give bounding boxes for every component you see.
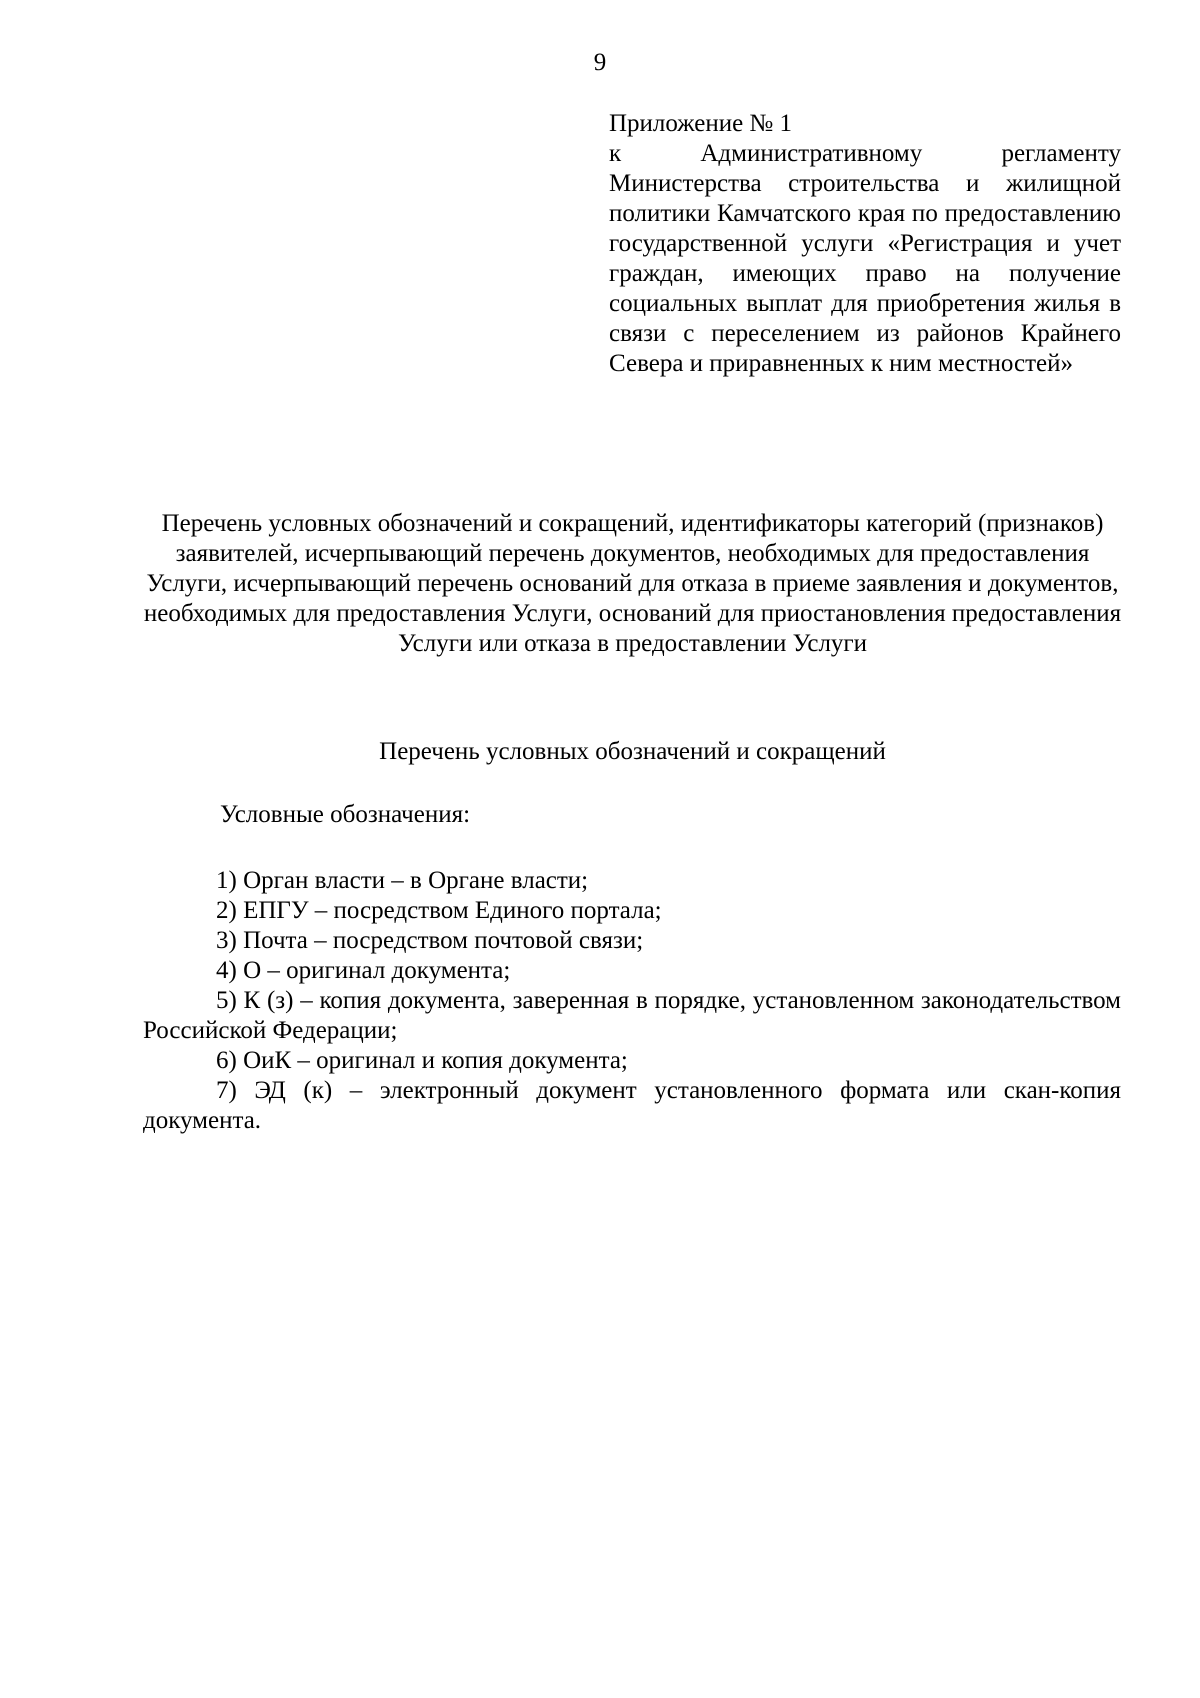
annex-body: к Административному регламенту Министерства строительства и жилищной политики Камчатского края по предоставлению государственной услуги «Регистрация и учет граждан, имеющих право на получение социальных выплат для приобретения жилья в связи с переселением из районов Крайнего Севера и приравненных к ним местностей» (609, 140, 1121, 377)
list-item: 7) ЭД (к) – электронный документ установленного формата или скан-копия документа. (143, 1077, 1121, 1134)
abbreviation-list (143, 866, 1121, 1136)
document-title: Перечень условных обозначений и сокращений, идентификаторы категорий (признаков) заявителей, исчерпывающий перечень документов, необходимых для предоставления Услуги, исчерпывающий перечень оснований для отказа в приеме заявления и документов, необходимых для предоставления Услуги, оснований для приостановления предоставления Услуги или отказа в предоставлении Услуги (143, 510, 1122, 657)
annex-block (609, 109, 1121, 379)
section-title: Перечень условных обозначений и сокращений (379, 738, 886, 765)
list-item: 6) ОиК – оригинал и копия документа; (216, 1047, 628, 1074)
list-item: 4) О – оригинал документа; (216, 957, 511, 984)
subheading: Условные обозначения: (220, 801, 471, 828)
list-item: 2) ЕПГУ – посредством Единого портала; (216, 897, 662, 924)
list-item: 3) Почта – посредством почтовой связи; (216, 927, 644, 954)
list-item: 5) К (з) – копия документа, заверенная в порядке, установленном законодательством Российской Федерации; (143, 987, 1121, 1044)
list-item: 1) Орган власти – в Органе власти; (216, 867, 589, 894)
page-number: 9 (593, 49, 607, 76)
annex-title: Приложение № 1 (609, 110, 793, 137)
